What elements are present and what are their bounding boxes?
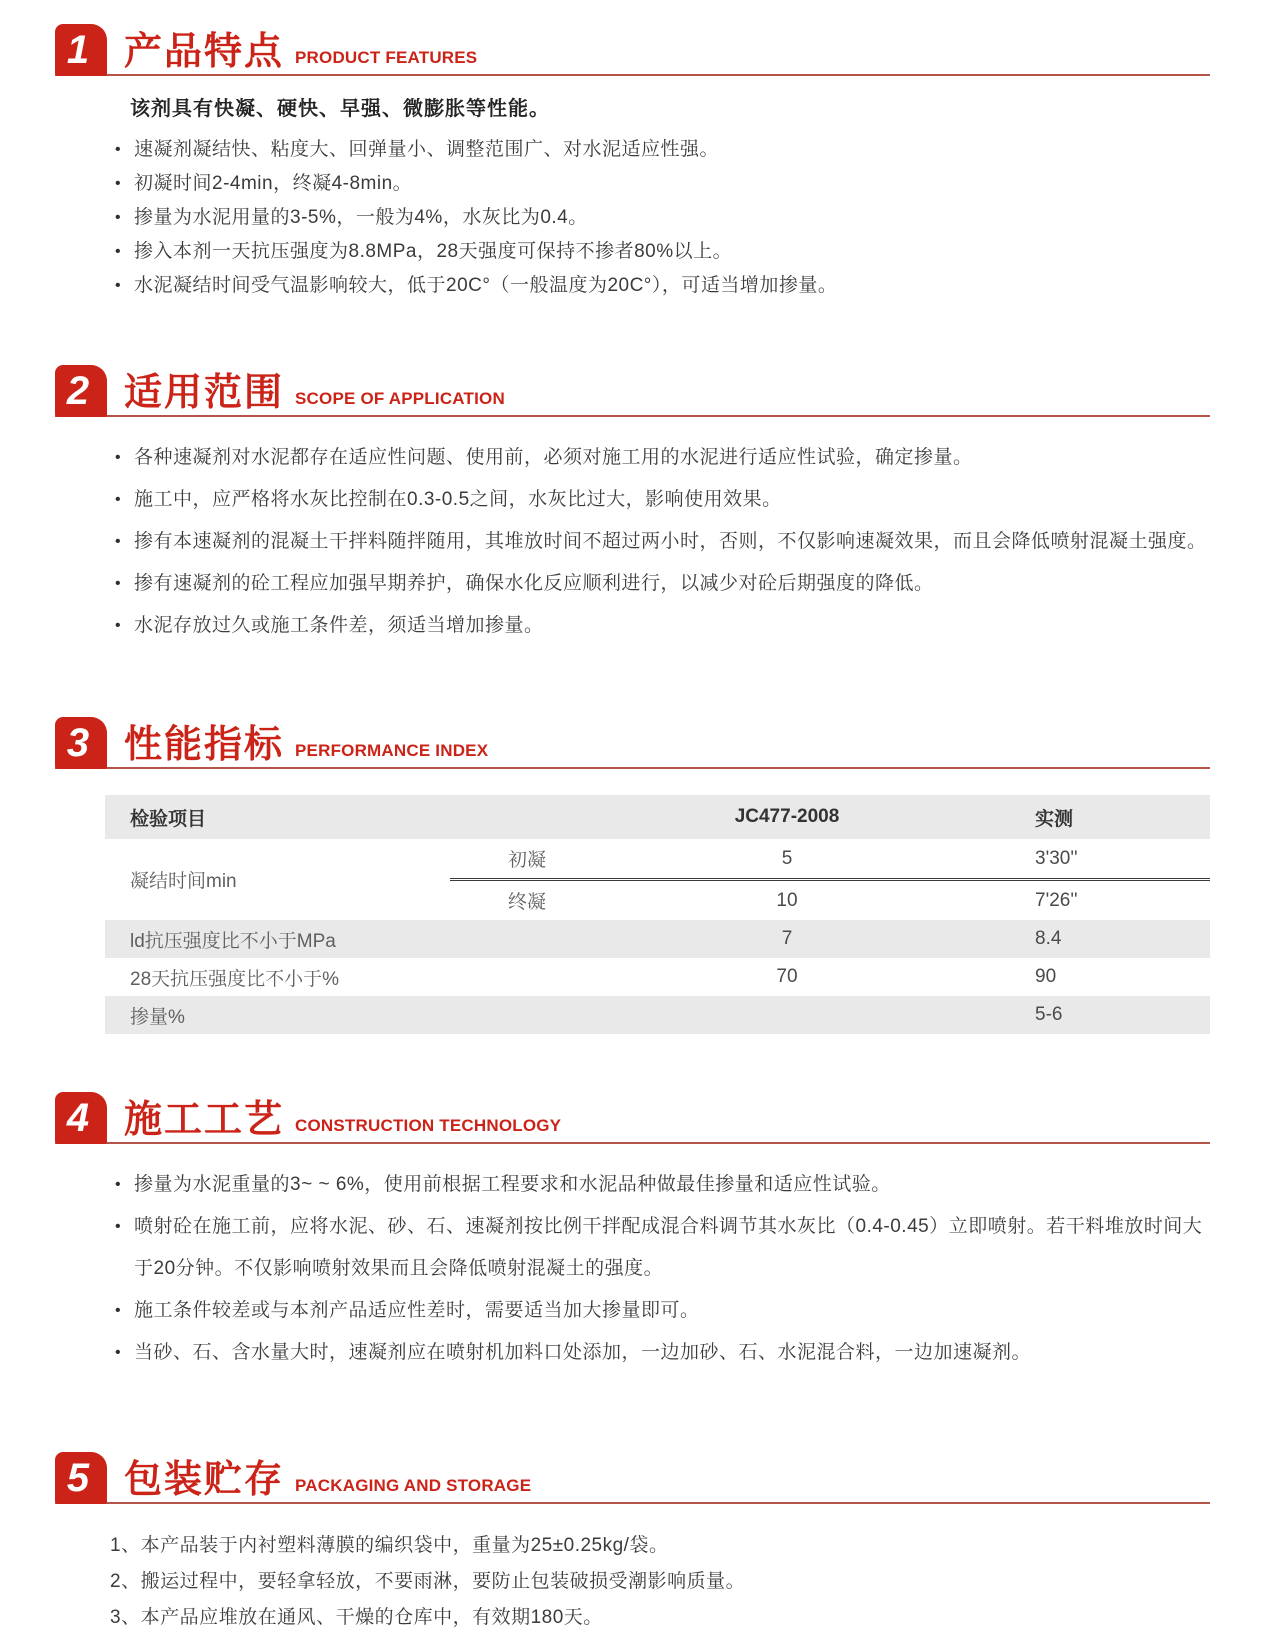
table-cell: 5: [781, 847, 793, 869]
bullet-text: 初凝时间2-4min，终凝4-8min。: [134, 173, 413, 194]
bullet-item: [115, 235, 1210, 269]
bullet-text: 当砂、石、含水量大时，速凝剂应在喷射机加料口处添加，一边加砂、石、水泥混合料，一边加速凝剂。: [134, 1342, 1032, 1363]
bullet-item: [115, 521, 1210, 563]
bullet-item: [115, 269, 1210, 303]
section-scope-of-application: [55, 361, 1210, 647]
table-header-row: [105, 795, 1210, 839]
section-3-header: [55, 713, 1210, 769]
bullet-dot-icon: •: [115, 243, 122, 260]
bullet-dot-icon: •: [115, 491, 122, 508]
numbered-line: 1、本产品装于内衬塑料薄膜的编织袋中，重量为25±0.25kg/袋。: [110, 1535, 669, 1556]
section-construction-technology: [55, 1088, 1210, 1374]
bullet-text: 掺有本速凝剂的混凝土干拌料随拌随用，其堆放时间不超过两小时，否则，不仅影响速凝效果，而且会降低喷射混凝土强度。: [134, 531, 1207, 552]
table-cell: 终凝: [508, 892, 547, 913]
bullet-text: 掺入本剂一天抗压强度为8.8MPa，28天强度可保持不掺者80%以上。: [134, 241, 733, 262]
bullet-text: 掺量为水泥用量的3-5%，一般为4%，水灰比为0.4。: [134, 207, 588, 228]
section-5-header: [55, 1448, 1210, 1504]
bullet-item: [115, 1206, 1210, 1290]
table-cell: 7: [781, 928, 793, 949]
table-cell: 7'26'': [1035, 889, 1078, 911]
section-4-header: [55, 1088, 1210, 1144]
table-cell: 70: [776, 966, 798, 987]
section-4-bullet-list: [55, 1164, 1210, 1374]
table-cell: 10: [776, 889, 798, 911]
bullet-text: 速凝剂凝结快、粘度大、回弹量小、调整范围广、对水泥适应性强。: [134, 139, 720, 160]
bullet-dot-icon: •: [115, 1218, 122, 1235]
bullet-dot-icon: •: [115, 277, 122, 294]
performance-table: [105, 795, 1210, 1034]
bullet-item: [115, 1164, 1210, 1206]
bullet-dot-icon: •: [115, 209, 122, 226]
bullet-text: 水泥存放过久或施工条件差，须适当增加掺量。: [134, 615, 544, 636]
section-1-bullet-list: [55, 133, 1210, 303]
bullet-dot-icon: •: [115, 1176, 122, 1193]
bullet-item: [115, 437, 1210, 479]
section-2-title-en: SCOPE OF APPLICATION: [295, 389, 505, 408]
section-1-header: [55, 20, 1210, 76]
bullet-dot-icon: •: [115, 617, 122, 634]
bullet-dot-icon: •: [115, 141, 122, 158]
section-1-intro: 该剂具有快凝、硬快、早强、微膨胀等性能。: [130, 98, 550, 120]
section-3-number-badge: 3: [55, 717, 107, 769]
bullet-dot-icon: •: [115, 449, 122, 466]
section-1-number-badge: 1: [55, 24, 107, 76]
section-3-title-en: PERFORMANCE INDEX: [295, 741, 489, 760]
bullet-text: 各种速凝剂对水泥都存在适应性问题、使用前，必须对施工用的水泥进行适应性试验，确定掺量。: [134, 447, 973, 468]
section-4-number-badge: 4: [55, 1092, 107, 1144]
numbered-line: 2、搬运过程中，要轻拿轻放，不要雨淋，要防止包装破损受潮影响质量。: [110, 1571, 746, 1592]
section-3-title-cn: 性能指标: [124, 724, 285, 766]
table-subrow-initial-set: [450, 839, 1210, 878]
table-subrows: [450, 839, 1210, 920]
section-2-title-cn: 适用范围: [124, 372, 285, 414]
table-cell-label: 28天抗压强度比不小于%: [130, 968, 340, 990]
bullet-item: [115, 133, 1210, 167]
table-header-item: 检验项目: [130, 808, 207, 830]
bullet-text: 喷射砼在施工前，应将水泥、砂、石、速凝剂按比例干拌配成混合料调节其水灰比（0.4-0.45）立即喷射。若干料堆放时间大于20分钟。不仅影响喷射效果而且会降低喷射混凝土的强度。: [134, 1216, 1203, 1279]
table-row-1d-strength: [105, 920, 1210, 958]
bullet-item: [115, 1290, 1210, 1332]
section-2-header: [55, 361, 1210, 417]
section-5-numbered-list: [55, 1528, 1210, 1636]
section-performance-index: [55, 713, 1210, 1034]
bullet-item: [115, 201, 1210, 235]
table-cell: 8.4: [1035, 928, 1062, 949]
table-row-28d-strength: [105, 958, 1210, 996]
bullet-item: [115, 563, 1210, 605]
section-packaging-storage: [55, 1448, 1210, 1636]
bullet-text: 施工条件较差或与本剂产品适应性差时，需要适当加大掺量即可。: [134, 1300, 700, 1321]
bullet-dot-icon: •: [115, 575, 122, 592]
section-4-title-en: CONSTRUCTION TECHNOLOGY: [295, 1116, 562, 1135]
bullet-item: [115, 605, 1210, 647]
bullet-text: 掺有速凝剂的砼工程应加强早期养护，确保水化反应顺利进行，以减少对砼后期强度的降低。: [134, 573, 934, 594]
section-5-number-badge: 5: [55, 1452, 107, 1504]
section-product-features: [55, 20, 1210, 303]
table-header-standard: JC477-2008: [734, 806, 840, 827]
table-subrow-final-set: [450, 881, 1210, 920]
section-4-title-cn: 施工工艺: [124, 1099, 285, 1141]
table-cell: 3'30'': [1035, 847, 1078, 869]
section-5-title-en: PACKAGING AND STORAGE: [295, 1476, 532, 1495]
section-2-number-badge: 2: [55, 365, 107, 417]
table-cell: 5-6: [1035, 1004, 1063, 1025]
table-group-row-setting-time: [105, 839, 1210, 920]
bullet-text: 施工中，应严格将水灰比控制在0.3-0.5之间，水灰比过大，影响使用效果。: [134, 489, 782, 510]
section-5-title-cn: 包装贮存: [124, 1459, 285, 1501]
table-cell: 初凝: [508, 850, 547, 871]
table-cell-label: ld抗压强度比不小于MPa: [130, 930, 336, 952]
bullet-dot-icon: •: [115, 1344, 122, 1361]
table-header-measured: 实测: [1035, 808, 1074, 830]
bullet-dot-icon: •: [115, 533, 122, 550]
numbered-line: 3、本产品应堆放在通风、干燥的仓库中，有效期180天。: [110, 1607, 603, 1628]
bullet-text: 水泥凝结时间受气温影响较大，低于20C°（一般温度为20C°），可适当增加掺量。: [134, 275, 838, 296]
bullet-item: [115, 479, 1210, 521]
section-2-bullet-list: [55, 437, 1210, 647]
bullet-item: [115, 167, 1210, 201]
bullet-dot-icon: •: [115, 175, 122, 192]
table-cell-group-label: 凝结时间min: [130, 871, 237, 892]
section-1-title-en: PRODUCT FEATURES: [295, 48, 478, 67]
table-row-dosage: [105, 996, 1210, 1034]
bullet-item: [115, 1332, 1210, 1374]
table-cell-label: 掺量%: [130, 1006, 185, 1028]
bullet-text: 掺量为水泥重量的3~ ~ 6%，使用前根据工程要求和水泥品种做最佳掺量和适应性试验。: [134, 1174, 891, 1195]
table-cell: 90: [1035, 966, 1057, 987]
bullet-dot-icon: •: [115, 1302, 122, 1319]
section-1-title-cn: 产品特点: [124, 31, 285, 73]
